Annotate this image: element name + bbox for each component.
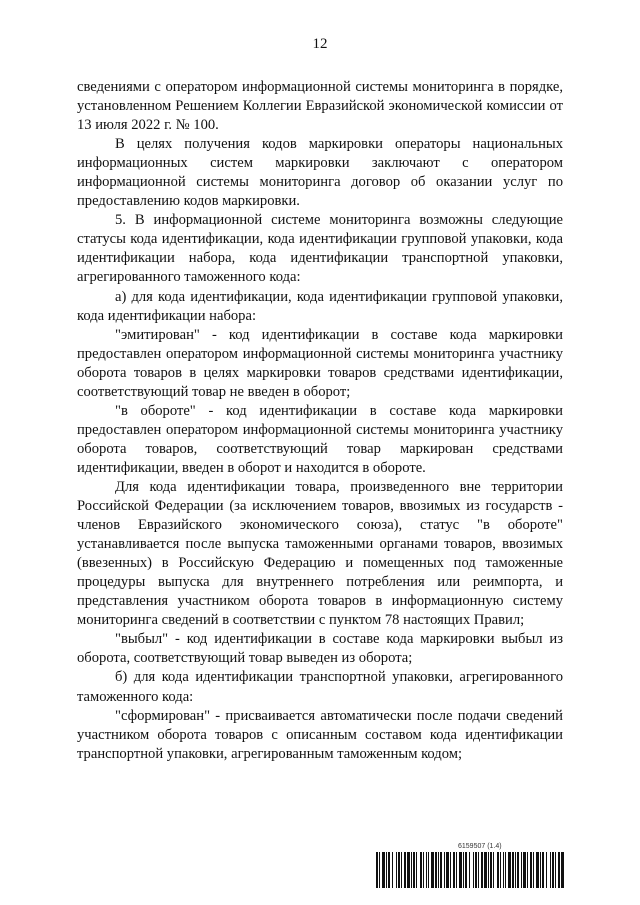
paragraph: В целях получения кодов маркировки операторы национальных информационных систем маркировки заключают с оператором информационной системы мониторинга договор об оказании услуг по предоставлению кодов маркировки. xyxy=(77,136,563,210)
barcode xyxy=(376,852,564,888)
paragraph: "эмитирован" - код идентификации в составе кода маркировки предоставлен оператором информационной системы мониторинга участнику оборота товаров в целях маркировки товаров средствами идентификации, соответствующий товар не введен в оборот; xyxy=(77,326,563,400)
paragraph: Для кода идентификации товара, произведенного вне территории Российской Федерации (за исключением товаров, ввозимых из государств - членов Евразийского экономического союза), статус "в обороте" устанавливается после выпуска таможенными органами товаров, ввозимых (ввезенных) в Российскую Федерацию и помещенных под таможенные процедуры выпуска для внутреннего потребления или реимпорта, и представления участником оборота товаров в информационную систему мониторинга сведений в соответствии с пунктом 78 настоящих Правил; xyxy=(77,478,563,629)
paragraph: сведениями с оператором информационной системы мониторинга в порядке, установленном Решением Коллегии Евразийской экономической комиссии от 13 июля 2022 г. № 100. xyxy=(77,79,563,134)
paragraph: б) для кода идентификации транспортной упаковки, агрегированного таможенного кода: xyxy=(77,669,563,705)
paragraph: "в обороте" - код идентификации в составе кода маркировки предоставлен оператором информационной системы мониторинга участнику оборота товаров, соответствующий товар маркирован средствами идентификации, введен в оборот и находится в обороте. xyxy=(77,402,563,476)
paragraph: "сформирован" - присваивается автоматически после подачи сведений участником оборота товаров с описанным составом кода идентификации транспортной упаковки, агрегированным таможенным кодом; xyxy=(77,707,563,762)
document-body xyxy=(77,78,563,764)
page-number: 12 xyxy=(312,36,328,52)
document-code: 6159507 (1.4) xyxy=(458,843,502,850)
barcode-bar xyxy=(561,852,564,888)
paragraph: "выбыл" - код идентификации в составе кода маркировки выбыл из оборота, соответствующий товар выведен из оборота; xyxy=(77,631,563,667)
paragraph: а) для кода идентификации, кода идентификации групповой упаковки, кода идентификации набора: xyxy=(77,288,563,324)
paragraph: 5. В информационной системе мониторинга возможны следующие статусы кода идентификации, кода идентификации групповой упаковки, кода идентификации набора, кода идентификации транспортной упаковки, агрегированного таможенного кода: xyxy=(77,212,563,286)
